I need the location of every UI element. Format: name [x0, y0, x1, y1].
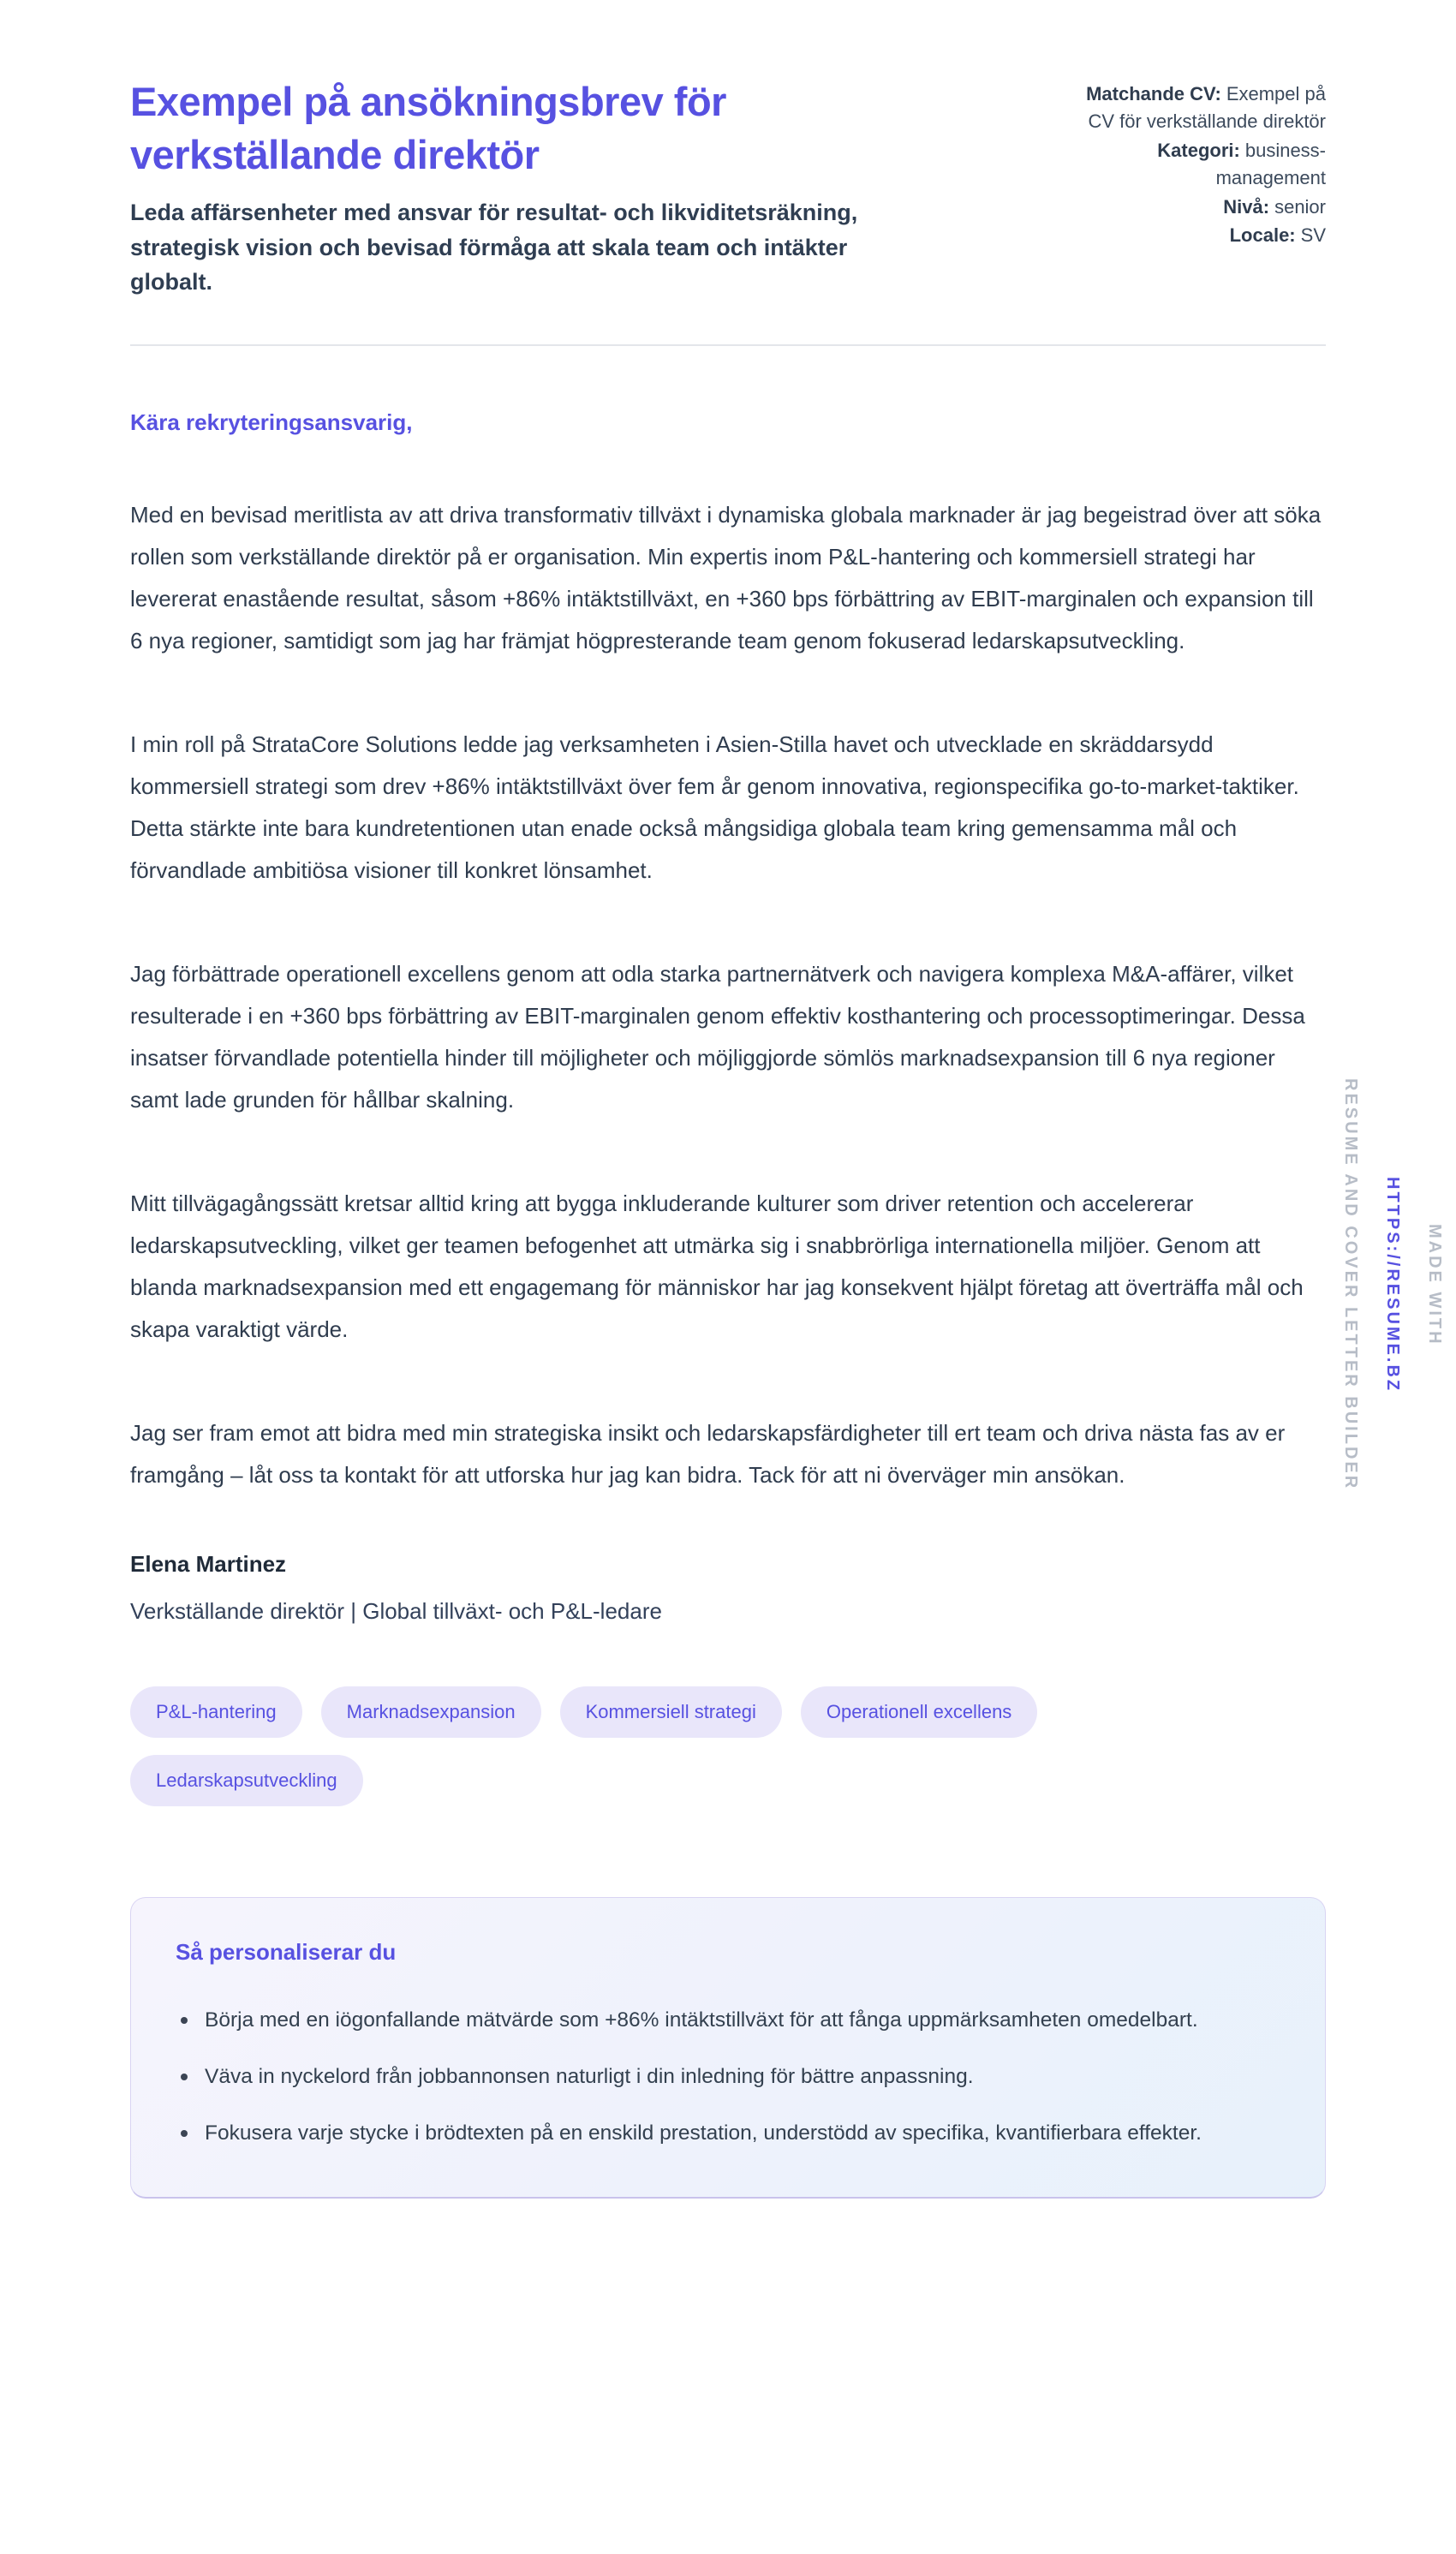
header — [130, 75, 1326, 300]
bullet-dot-icon — [181, 2017, 188, 2024]
meta-item — [1069, 81, 1326, 135]
skill-tags — [130, 1686, 1055, 1806]
meta-label: Locale: — [1229, 224, 1296, 247]
meta-label: Nivå: — [1223, 195, 1270, 218]
letter-paragraphs — [130, 494, 1326, 1496]
skill-tag: Ledarskapsutveckling — [130, 1755, 363, 1806]
meta-panel — [1069, 81, 1326, 251]
tip-text: Väva in nyckelord från jobbannonsen naturligt i din inledning för bättre anpassning. — [205, 2064, 974, 2088]
tip-text: Fokusera varje stycke i brödtexten på en enskild prestation, understödd av specifika, kvantifierbara effekter. — [205, 2121, 1202, 2145]
meta-item — [1069, 137, 1326, 192]
page-title: Exempel på ansökningsbrev för verkställande direktör — [130, 79, 726, 178]
letter-paragraph: Jag förbättrade operationell excellens genom att odla starka partnernätverk och navigera komplexa M&A-affärer, vilket resulterade i en +360 bps förbättring av EBIT-marginalen genom effektiv kosthantering och processoptimeringar. Dessa insatser förvandlade potentiella hinder till möjligheter och möjliggjorde sömlös marknadsexpansion till 6 nya regioner samt lade grunden för hållbar skalning. — [130, 960, 1305, 1113]
skill-tag: Operationell excellens — [801, 1686, 1037, 1738]
header-divider — [130, 344, 1326, 346]
meta-value: business-management — [1215, 139, 1326, 188]
skill-tag: Kommersiell strategi — [560, 1686, 782, 1738]
meta-item — [1069, 194, 1326, 221]
meta-value: Exempel på CV för verkställande direktör — [1088, 83, 1326, 132]
letter-paragraph: Jag ser fram emot att bidra med min strategiska insikt och ledarskapsfärdigheter till ert team och driva nästa fas av er framgång – låt oss ta kontakt för att utforska hur jag kan bidra. Tack för att ni överväger min ansökan. — [130, 1419, 1286, 1488]
signature-name: Elena Martinez — [130, 1550, 287, 1577]
watermark-builder-text: RESUME AND COVER LETTER BUILDER — [1341, 1078, 1360, 1491]
skill-tag: P&L-hantering — [130, 1686, 302, 1738]
tips-list — [176, 1998, 1280, 2156]
skill-tag: Marknadsexpansion — [321, 1686, 541, 1738]
watermark-made-with: MADE WITH — [1425, 1223, 1444, 1346]
letter-body — [130, 409, 1326, 2199]
meta-value: SV — [1300, 224, 1326, 247]
personalization-tips-box — [130, 1897, 1326, 2199]
tips-title: Så personaliserar du — [176, 1938, 397, 1965]
meta-item — [1069, 222, 1326, 249]
letter-paragraph: I min roll på StrataCore Solutions ledde jag verksamheten i Asien-Stilla havet och utvecklade en skräddarsydd kommersiell strategi som drev +86% intäktstillväxt över fem år genom innovativa, regionspecifika go-to-market-taktiker. Detta stärkte inte bara kundretentionen utan enade också mångsidiga globala team kring gemensamma mål och förvandlade ambitiösa visioner till konkret lönsamhet. — [130, 731, 1299, 883]
bullet-dot-icon — [181, 2130, 188, 2137]
letter-paragraph: Mitt tillvägagångssätt kretsar alltid kring att bygga inkluderande kulturer som driver retention och accelererar ledarskapsutveckling, vilket ger teamen befogenhet att utmärka sig i snabbrörliga internationella miljöer. Genom att blanda marknadsexpansion med ett engagemang för människor har jag konsekvent hjälpt företag att överträffa mål och skapa varaktigt värde. — [130, 1190, 1304, 1342]
tip-item — [176, 2055, 1246, 2099]
meta-label: Kategori: — [1157, 139, 1240, 161]
vertical-watermark — [1340, 916, 1444, 1653]
meta-value: senior — [1274, 195, 1326, 218]
signature-role: Verkställande direktör | Global tillväxt- och P&L-ledare — [130, 1597, 662, 1624]
meta-label: Matchande CV: — [1086, 83, 1221, 104]
watermark-resume-bz-link[interactable]: HTTPS://RESUME.BZ — [1383, 1176, 1402, 1393]
letter-paragraph: Med en bevisad meritlista av att driva transformativ tillväxt i dynamiska globala marknader är jag begeistrad över att söka rollen som verkställande direktör på er organisation. Min expertis inom P&L-hantering och kommersiell strategi har levererat enastående resultat, såsom +86% intäktstillväxt, en +360 bps förbättring av EBIT-marginalen och expansion till 6 nya regioner, samtidigt som jag har främjat högpresterande team genom fokuserad ledarskapsutveckling. — [130, 501, 1322, 653]
bullet-dot-icon — [181, 2074, 188, 2080]
page-subtitle: Leda affärsenheter med ansvar för resultat- och likviditetsräkning, strategisk vision och bevisad förmåga att skala team och intäkter globalt. — [130, 200, 858, 295]
letter-greeting: Kära rekryteringsansvarig, — [130, 409, 413, 435]
tip-text: Börja med en iögonfallande mätvärde som +86% intäktstillväxt för att fånga uppmärksamheten omedelbart. — [205, 2008, 1198, 2032]
header-title-block — [130, 75, 952, 300]
tip-item — [176, 1998, 1246, 2043]
tip-item — [176, 2111, 1246, 2156]
